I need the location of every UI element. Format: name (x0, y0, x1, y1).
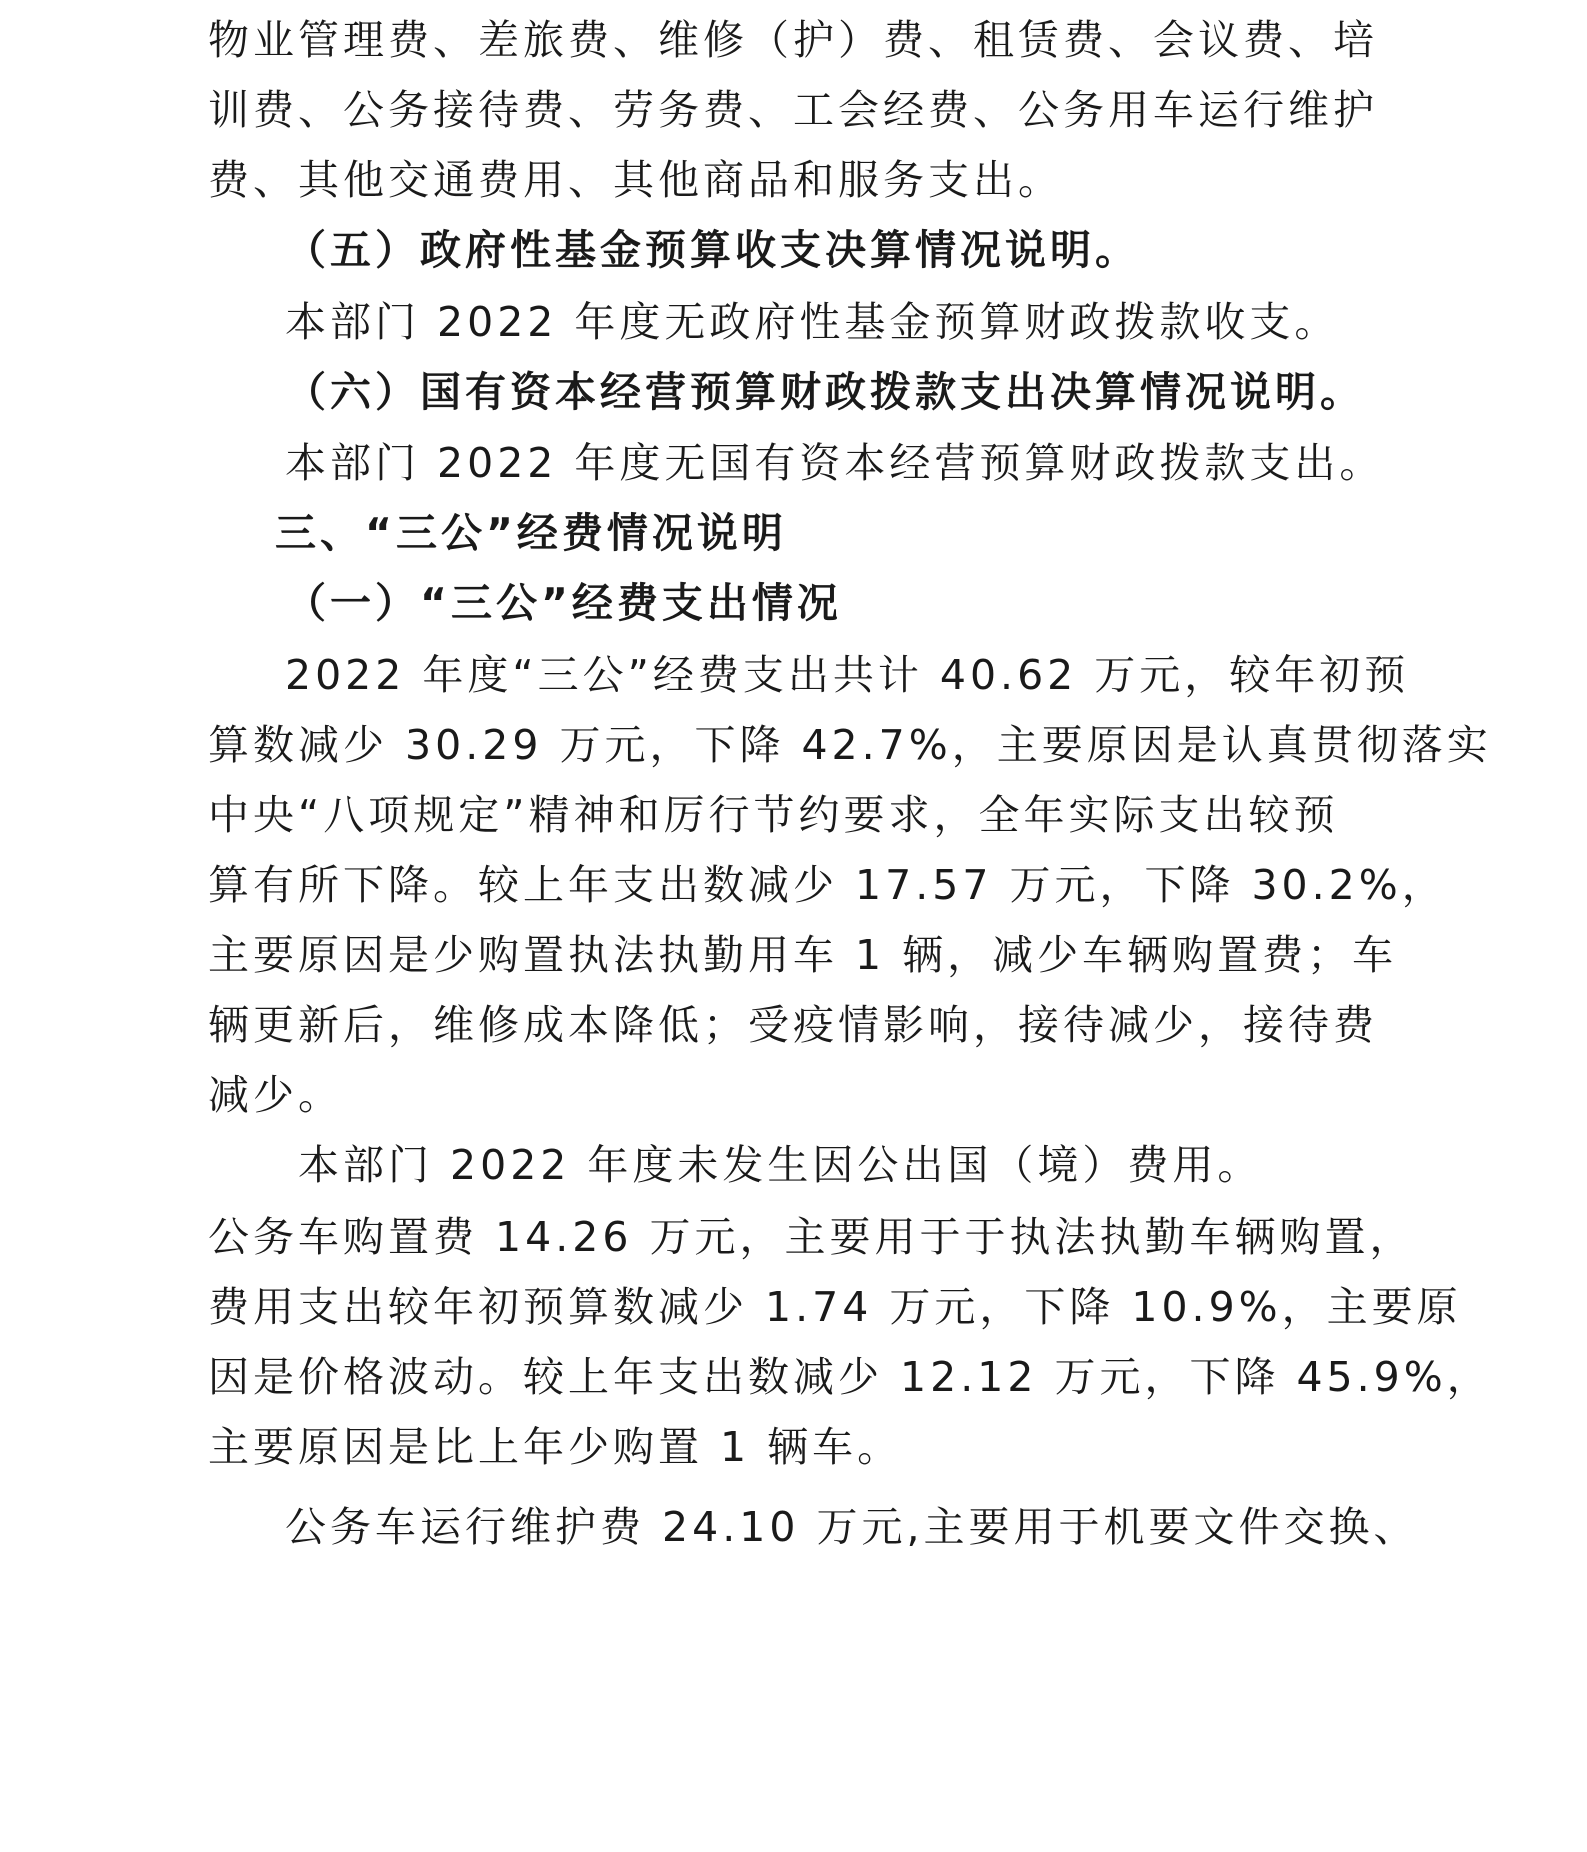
paragraph-line: 辆更新后，维修成本降低；受疫情影响，接待减少，接待费 (208, 1001, 1378, 1049)
paragraph-line: 公务车运行维护费 24.10 万元,主要用于机要文件交换、 (285, 1503, 1419, 1551)
subsection-heading-1: （一）“三公”经费支出情况 (285, 579, 842, 627)
paragraph-line: 本部门 2022 年度无国有资本经营预算财政拨款支出。 (285, 439, 1385, 487)
paragraph-line: 算数减少 30.29 万元，下降 42.7%，主要原因是认真贯彻落实 (208, 721, 1492, 769)
chapter-heading-3: 三、“三公”经费情况说明 (275, 509, 787, 557)
paragraph-line: 本部门 2022 年度无政府性基金预算财政拨款收支。 (285, 298, 1340, 346)
paragraph-line: 公务车购置费 14.26 万元，主要用于于执法执勤车辆购置， (208, 1213, 1415, 1261)
paragraph-line: 减少。 (208, 1071, 343, 1119)
paragraph-line: 因是价格波动。较上年支出数减少 12.12 万元，下降 45.9%， (208, 1353, 1492, 1401)
paragraph-line: 算有所下降。较上年支出数减少 17.57 万元，下降 30.2%， (208, 861, 1447, 909)
section-heading-5: （五）政府性基金预算收支决算情况说明。 (285, 226, 1140, 274)
paragraph-line: 物业管理费、差旅费、维修（护）费、租赁费、会议费、培 (208, 16, 1378, 64)
paragraph-line: 主要原因是少购置执法执勤用车 1 辆，减少车辆购置费；车 (208, 931, 1398, 979)
paragraph-line: 中央“八项规定”精神和厉行节约要求，全年实际支出较预 (208, 791, 1339, 839)
paragraph-line: 2022 年度“三公”经费支出共计 40.62 万元，较年初预 (285, 651, 1410, 699)
paragraph-line: 费、其他交通费用、其他商品和服务支出。 (208, 156, 1063, 204)
paragraph-line: 本部门 2022 年度未发生因公出国（境）费用。 (298, 1141, 1263, 1189)
paragraph-line: 主要原因是比上年少购置 1 辆车。 (208, 1423, 903, 1471)
paragraph-line: 训费、公务接待费、劳务费、工会经费、公务用车运行维护 (208, 86, 1378, 134)
section-heading-6: （六）国有资本经营预算财政拨款支出决算情况说明。 (285, 368, 1365, 416)
paragraph-line: 费用支出较年初预算数减少 1.74 万元，下降 10.9%，主要原 (208, 1283, 1462, 1331)
